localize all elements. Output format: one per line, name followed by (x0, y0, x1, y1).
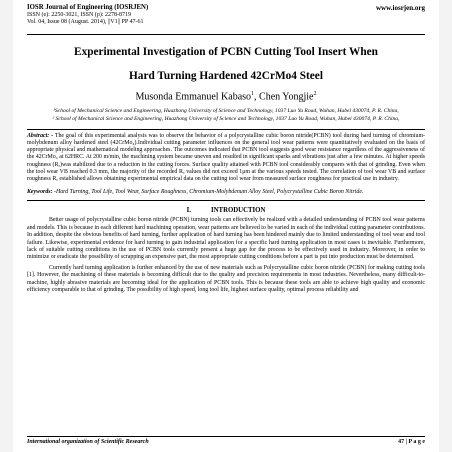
title-line-1: Experimental Investigation of PCBN Cutting Tool Insert When (74, 46, 378, 58)
intro-paragraph-2: Currently hard turning application is further enhanced by the use of new materials such as Polycrystalline cubic boron nitride (PCBN) for making cutting tools [1]. However, the machining of these materials is becoming difficult due to the quality and precision requirements in most industries. Nevertheless, many difficult-to-machine, highly abrasive materials are becoming ideal for the application of PCBN tools. This is because these tools are able to achieve high quality and economic efficiency comparable to that of grinding. The possibility of high speed, long tool life, highest surface quality, optimal process reliability and (27, 264, 425, 294)
divider (27, 200, 425, 201)
journal-volume: Vol. 04, Issue 08 (August. 2014), ||V1|| PP 47-61 (27, 19, 144, 26)
affiliations (27, 108, 425, 122)
journal-issn: ISSN (e): 2250-3021, ISSN (p): 2278-8719 (27, 12, 131, 19)
section-title: INTRODUCTION (210, 207, 266, 215)
keywords-text: -Hard Turning, Tool Life, Tool Wear, Surface Roughness, Chromium-Molybdenum Alloy Steel, Polycrystalline Cubic Boron Nitride. (52, 189, 364, 196)
footer-journal: International organization of Scientific Research (27, 439, 149, 445)
authors (27, 91, 425, 102)
section-number: I. (186, 207, 191, 215)
section-heading (27, 207, 425, 214)
abstract (27, 133, 425, 183)
affiliation-1: ¹School of Mechanical Science and Engineering, Huazhong University of Science and Technology, 1037 Luo Yu Road, Wuhan, Hubei 430074, P. R. China, (53, 108, 399, 115)
title-line-2: Hard Turning Hardened 42CrMo4 Steel (129, 70, 323, 82)
author-1: Musonda Emmanuel Kabaso (135, 91, 252, 103)
author-2-sup: 2 (313, 91, 317, 97)
journal-name: IOSR Journal of Engineering (IOSRJEN) (27, 4, 149, 11)
intro-paragraph-1: Better usage of polycrystalline cubic boron nitride (PCBN) turning tools can effectively be realized with a detailed understanding of PCBN tool wear patterns and models. This is because in each different hard machining operation, wear patterns are believed to be varied in each of the individual cutting parameter contributions. In addition, despite the obvious benefits of hard turning, further application of hard turning has been hindered mainly due to limited understanding of tool wear and tool failure. Likewise, experimental evidence for hard turning to gain industrial application for a specific hard turning application in most cases is inevitable. Furthermore, lack of suitable cutting conditions in the use of PCBN tools currently present a huge gap for the process to be effectively used in industry. Moreover, in order to minimize or eradicate the possibility of scrapping an expensive part, the most appropriate cutting conditions before a part is put into production must be determined. (27, 217, 425, 261)
journal-website[interactable]: www.iosrjen.org (376, 4, 425, 12)
paper-title (31, 45, 421, 83)
abstract-text: The goal of this experimental analysis was to observe the behavior of a polycrystalline cubic boron nitride(PCBN) tool during hard turning of chromium-molybdenum alloy hardened steel (42CrMo₄).Individual cutting parameter influences on the general tool wear patterns were quantitatively evaluated on the basis of appropriate physical and mathematical modeling approaches. The outcomes indicated that PCBN tool suggests good wear resistance regardless of the aggressiveness of the 42CrMo₄ at 62HRC. At 200 m/min, the machining system became uneven and resulted in significant sparks and vibrations just after a few minutes. At higher speeds roughness (Rₐ)was stabilized due to a reduction in the cutting forces. Surface quality attained with PCBN tool considerably compares with that of grinding. Even when the tool wear VB reached 0.3 mm, the majority of the recorded Rₐ values did not exceed 1μm at the various speeds tested. The correlation of tool wear VB and surface roughness Rₐ established allows obtaining experimental empirical data on the cutting tool wear from measured surface roughness for practical use in industry. (27, 132, 425, 182)
affiliation-2: ² School of Mechanical Science and Engineering, Huazhong University of Science and Technology, 1037 Luo Yu Road, Wuhan, Hubei 430074, P. R. China, (52, 115, 400, 122)
page-footer (27, 436, 425, 445)
author-2: , Chen Yongjie (254, 91, 314, 103)
journal-info (27, 4, 425, 27)
page-number: 47 | P a g e (398, 439, 425, 445)
journal-header (27, 4, 425, 35)
divider (27, 129, 425, 130)
abstract-label: Abstract: - (27, 132, 54, 139)
keywords-label: Keywords: (27, 189, 53, 196)
keywords (27, 189, 425, 196)
author-1-sup: 1 (251, 91, 255, 97)
paper-page (13, 0, 439, 452)
